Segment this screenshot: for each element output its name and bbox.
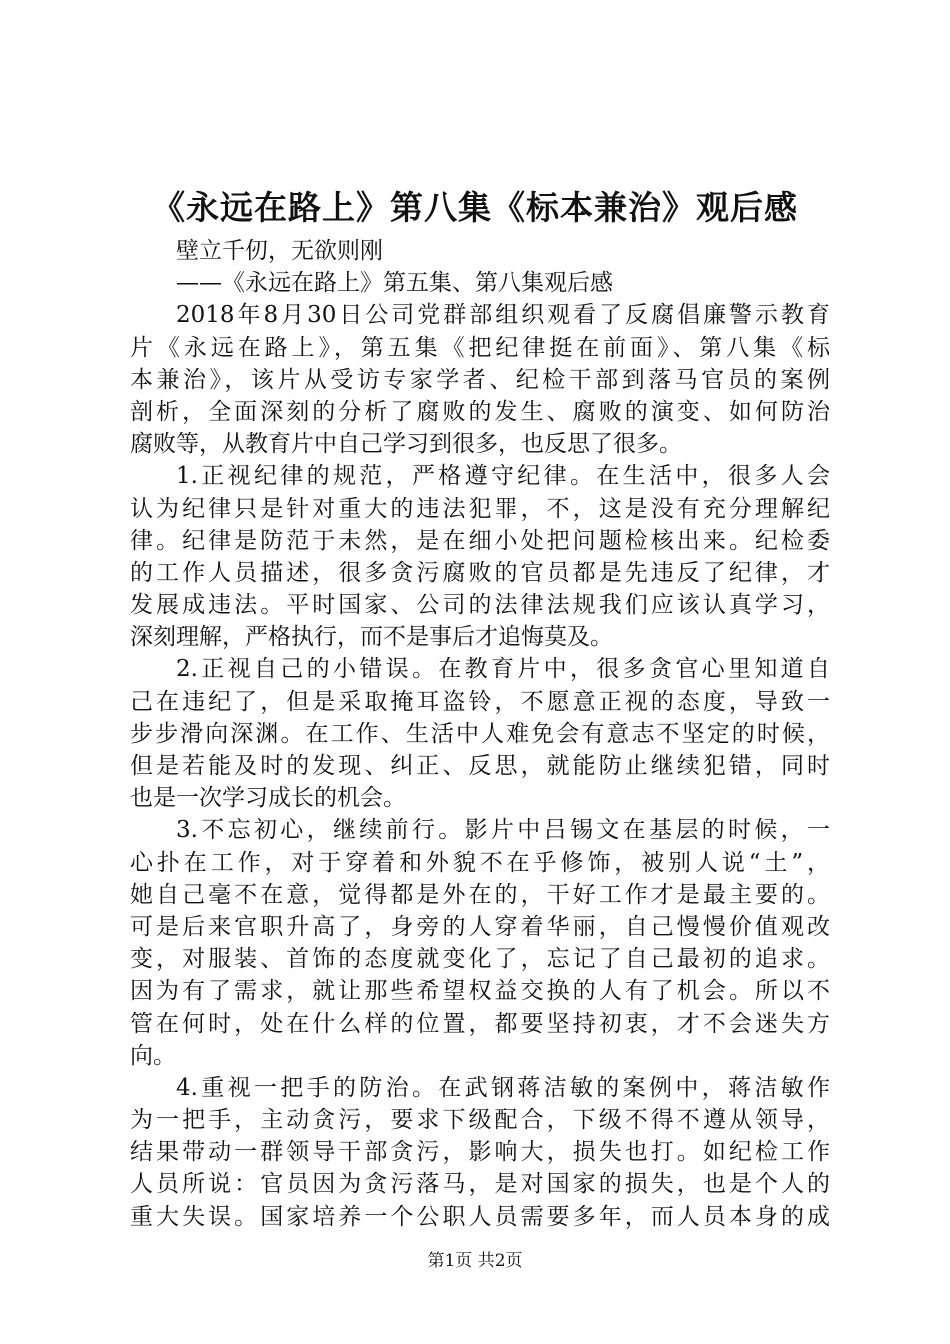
text-line: 变，对服装、首饰的态度就变化了，忘记了自己最初的追求。 (130, 946, 830, 973)
text-line: 但是若能及时的发现、纠正、反思，就能防止继续犯错，同时 (130, 753, 830, 779)
text-line: 本兼治》，该片从受访专家学者、纪检干部到落马官员的案例 (130, 366, 830, 393)
text-line: 也是一次学习成长的机会。 (130, 785, 406, 812)
text-line: 可是后来官职升高了，身旁的人穿着华丽，自己慢慢价值观改 (130, 913, 830, 940)
text-line: 壁立千仞，无欲则刚 (176, 238, 383, 264)
text-line: 律。纪律是防范于未然，是在细小处把问题检核出来。纪检委 (130, 527, 830, 554)
text-line: 的工作人员描述，很多贪污腐败的官员都是先违反了纪律，才 (130, 559, 830, 586)
text-line: 重大失误。国家培养一个公职人员需要多年，而人员本身的成 (130, 1203, 830, 1230)
document-title: 《永远在路上》第八集《标本兼治》观后感 (152, 188, 798, 227)
text-line: 人员所说：官员因为贪污落马，是对国家的损失，也是个人的 (130, 1171, 830, 1198)
text-line: 结果带动一群领导干部贪污，影响大，损失也打。如纪检工作 (130, 1139, 830, 1166)
text-line: ——《永远在路上》第五集、第八集观后感 (176, 270, 613, 297)
text-line: 3.不忘初心，继续前行。影片中吕锡文在基层的时候，一 (176, 817, 830, 844)
text-line: 步步滑向深渊。在工作、生活中人难免会有意志不坚定的时候， (130, 720, 830, 747)
text-line: 心扑在工作，对于穿着和外貌不在乎修饰，被别人说“土”， (130, 849, 830, 876)
text-line: 发展成违法。平时国家、公司的法律法规我们应该认真学习， (130, 592, 830, 619)
text-line: 腐败等，从教育片中自己学习到很多，也反思了很多。 (130, 431, 682, 458)
text-line: 2.正视自己的小错误。在教育片中，很多贪官心里知道自 (176, 656, 830, 683)
text-line: 她自己毫不在意，觉得都是外在的，干好工作才是最主要的。 (130, 881, 830, 908)
text-line: 向。 (130, 1042, 176, 1069)
page-number-footer: 第1页 共2页 (427, 1251, 523, 1271)
text-line: 4.重视一把手的防治。在武钢蒋洁敏的案例中，蒋洁敏作 (176, 1074, 830, 1101)
text-line: 2018年8月30日公司党群部组织观看了反腐倡廉警示教育 (176, 302, 830, 329)
text-line: 己在违纪了，但是采取掩耳盗铃，不愿意正视的态度，导致一 (130, 688, 830, 715)
text-line: 剖析，全面深刻的分析了腐败的发生、腐败的演变、如何防治 (130, 398, 830, 425)
text-line: 管在何时，处在什么样的位置，都要坚持初衷，才不会迷失方 (130, 1010, 830, 1037)
text-line: 为一把手，主动贪污，要求下级配合，下级不得不遵从领导， (130, 1107, 830, 1134)
text-line: 因为有了需求，就让那些希望权益交换的人有了机会。所以不 (130, 978, 830, 1005)
text-line: 深刻理解，严格执行，而不是事后才追悔莫及。 (130, 624, 613, 651)
text-line: 认为纪律只是针对重大的违法犯罪，不，这是没有充分理解纪 (130, 495, 830, 522)
text-line: 片《永远在路上》，第五集《把纪律挺在前面》、第八集《标 (130, 334, 830, 361)
document-body (130, 235, 830, 1233)
text-line: 1.正视纪律的规范，严格遵守纪律。在生活中，很多人会 (176, 463, 830, 490)
